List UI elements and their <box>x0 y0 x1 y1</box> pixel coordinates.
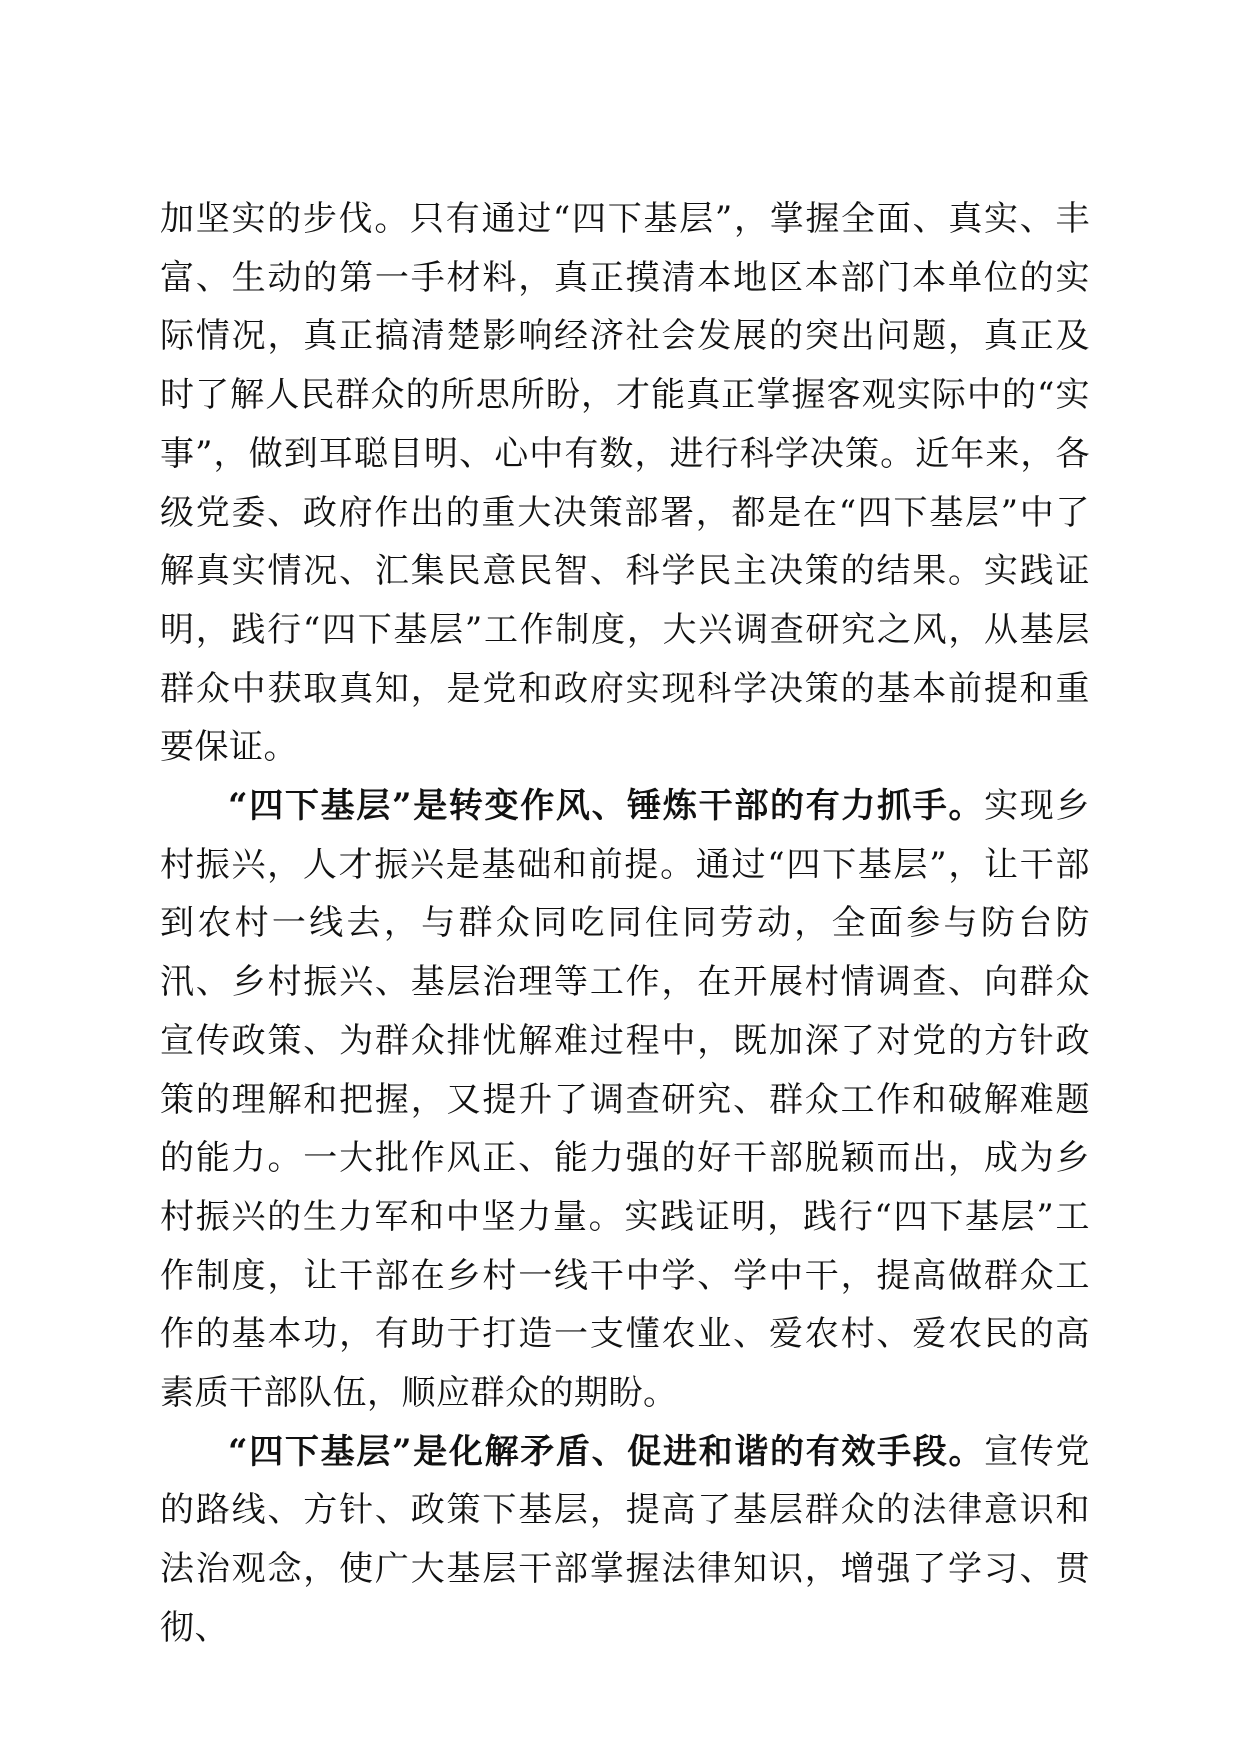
paragraph-continuation <box>160 190 1090 777</box>
paragraph-3-heading: “四下基层”是化解矛盾、促进和谐的有效手段。 <box>228 1431 985 1472</box>
paragraph-cadre-training <box>160 777 1090 1423</box>
paragraph-1-text: 加坚实的步伐。只有通过“四下基层”，掌握全面、真实、丰富、生动的第一手材料，真正摸清本地区本部门本单位的实际情况，真正搞清楚影响经济社会发展的突出问题，真正及时了解人民群众的所思所盼，才能真正掌握客观实际中的“实事”，做到耳聪目明、心中有数，进行科学决策。近年来，各级党委、政府作出的重大决策部署，都是在“四下基层”中了解真实情况、汇集民意民智、科学民主决策的结果。实践证明，践行“四下基层”工作制度，大兴调查研究之风，从基层群众中获取真知，是党和政府实现科学决策的基本前提和重要保证。 <box>160 199 1090 768</box>
document-page <box>160 190 1090 1658</box>
paragraph-3-text: 宣传党的路线、方针、政策下基层，提高了基层群众的法律意识和法治观念，使广大基层干部掌握法律知识，增强了学习、贯彻、 <box>160 1431 1090 1648</box>
paragraph-2-text: 实现乡村振兴，人才振兴是基础和前提。通过“四下基层”，让干部到农村一线去，与群众同吃同住同劳动，全面参与防台防汛、乡村振兴、基层治理等工作，在开展村情调查、向群众宣传政策、为群众排忧解难过程中，既加深了对党的方针政策的理解和把握，又提升了调查研究、群众工作和破解难题的能力。一大批作风正、能力强的好干部脱颖而出，成为乡村振兴的生力军和中坚力量。实践证明，践行“四下基层”工作制度，让干部在乡村一线干中学、学中干，提高做群众工作的基本功，有助于打造一支懂农业、爱农村、爱农民的高素质干部队伍，顺应群众的期盼。 <box>160 786 1090 1414</box>
paragraph-conflict-resolution <box>160 1423 1090 1658</box>
paragraph-2-heading: “四下基层”是转变作风、锤炼干部的有力抓手。 <box>228 786 985 827</box>
